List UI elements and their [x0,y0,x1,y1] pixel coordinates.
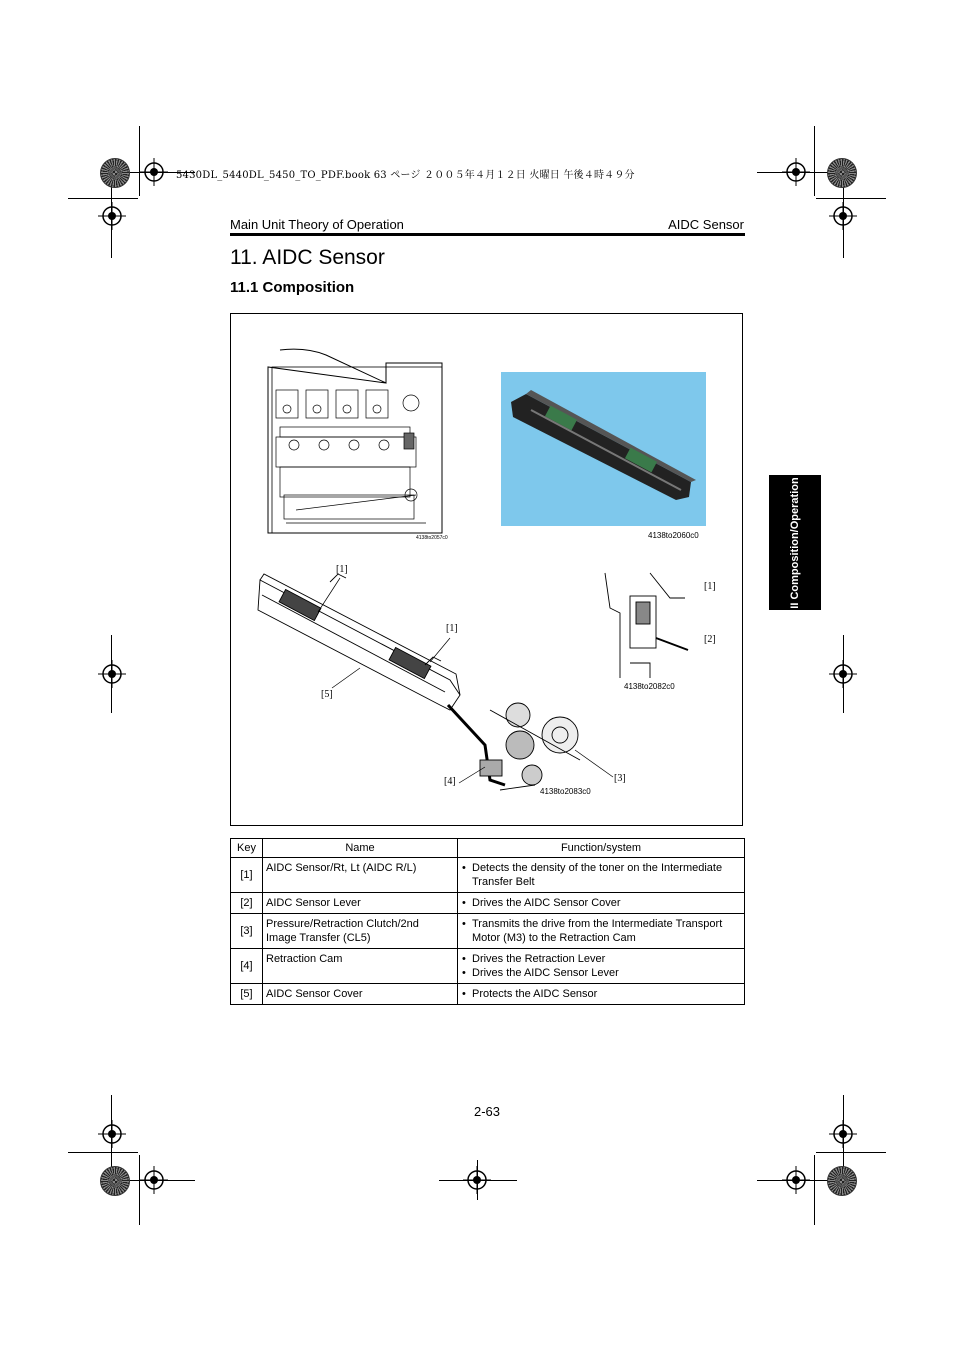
running-header-right: AIDC Sensor [668,217,744,232]
registration-mark-icon [782,1166,810,1194]
label-1a: [1] [336,564,348,575]
function-cell: • Transmits the drive from the Intermediate Transport Motor (M3) to the Retraction Cam [458,914,745,949]
side-chapter-tab [769,475,821,610]
name-cell: AIDC Sensor Lever [263,893,458,914]
page-number: 2-63 [474,1104,501,1119]
leader-lines-2 [455,745,615,790]
side-tab-label: II Composition/Operation [789,476,801,609]
parts-table [230,838,745,1005]
key-cell: [3] [231,914,263,949]
header-rule [230,233,745,236]
running-header-left: Main Unit Theory of Operation [230,217,404,232]
print-slug: 5430DL_5440DL_5450_TO_PDF.book 63 ページ ２００５年４月１２日 火曜日 午後４時４９分 [176,170,635,181]
label-r1: [1] [704,581,716,592]
name-cell: AIDC Sensor Cover [263,984,458,1005]
function-cell: • Protects the AIDC Sensor [458,984,745,1005]
table-row [231,914,745,949]
page-title: 11. AIDC Sensor [230,246,385,269]
section-title: 11.1 Composition [230,279,355,296]
key-cell: [4] [231,949,263,984]
label-3: [3] [614,773,626,784]
figure-caption-unit: 4138to2057c0 [416,535,448,541]
name-cell: Retraction Cam [263,949,458,984]
registration-mark-icon [463,1166,491,1194]
column-header-key: Key [231,839,263,858]
aidc-sensor-photo [501,372,706,526]
figure-caption-photo: 4138to2060c0 [648,531,699,540]
registration-mark-icon [140,158,168,186]
key-cell: [2] [231,893,263,914]
label-4: [4] [444,776,456,787]
registration-mark-icon [829,202,857,230]
registration-mark-icon [98,202,126,230]
table-row [231,984,745,1005]
column-header-function: Function/system [458,839,745,858]
figure-caption-lever: 4138to2082c0 [624,682,675,691]
registration-mark-icon [782,158,810,186]
label-r2: [2] [704,634,716,645]
sensor-lever-drawing [600,568,700,683]
table-row [231,949,745,984]
registration-mark-icon [829,1120,857,1148]
function-cell: • Drives the AIDC Sensor Cover [458,893,745,914]
table-header-row [231,839,745,858]
name-cell: Pressure/Retraction Clutch/2nd Image Transfer (CL5) [263,914,458,949]
key-cell: [5] [231,984,263,1005]
color-rosette-icon [100,158,130,188]
function-cell: • Drives the Retraction Lever • Drives the AIDC Sensor Lever [458,949,745,984]
registration-mark-icon [829,660,857,688]
key-cell: [1] [231,858,263,893]
color-rosette-icon [100,1166,130,1196]
registration-mark-icon [98,660,126,688]
function-cell: • Detects the density of the toner on the Intermediate Transfer Belt [458,858,745,893]
column-header-name: Name [263,839,458,858]
name-cell: AIDC Sensor/Rt, Lt (AIDC R/L) [263,858,458,893]
figure-caption-clutch: 4138to2083c0 [540,787,591,796]
color-rosette-icon [827,158,857,188]
table-row [231,893,745,914]
registration-mark-icon [140,1166,168,1194]
registration-mark-icon [98,1120,126,1148]
main-unit-schematic [266,345,446,535]
label-5: [5] [321,689,333,700]
label-1b: [1] [446,623,458,634]
color-rosette-icon [827,1166,857,1196]
table-row [231,858,745,893]
